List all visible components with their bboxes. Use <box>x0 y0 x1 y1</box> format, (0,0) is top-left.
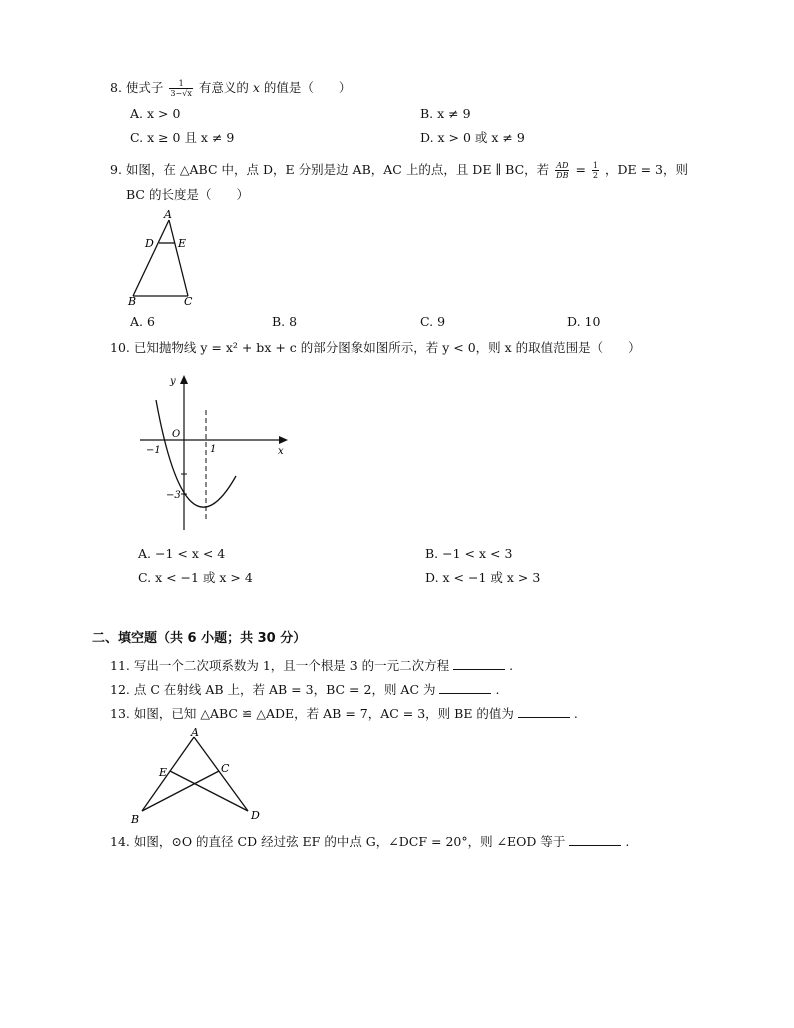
q9-half-denominator: 2 <box>592 171 598 180</box>
q12-line <box>110 682 499 698</box>
q9-stem-part-a: 如图，在 △ABC 中，点 D，E 分别是边 AB，AC 上的点，且 DE ∥ BC，若 <box>125 162 550 177</box>
q13-answer-blank[interactable] <box>518 706 570 718</box>
q14-end: . <box>625 834 630 849</box>
q9-number: 9. <box>110 162 122 177</box>
q10-stem-text: 已知抛物线 y = x² + bx + c 的部分图象如图所示，若 y < 0，则 x 的取值范围是（ ） <box>133 340 641 355</box>
q10-option-c: C. x < −1 或 x > 4 <box>138 570 253 585</box>
q13-text: 13. 如图，已知 △ABC ≌ △ADE，若 AB = 7，AC = 3，则 BE 的值为 <box>110 706 514 721</box>
q12-end: . <box>495 682 500 697</box>
q13-label-c: C <box>221 762 230 775</box>
q9-ratio-fraction <box>555 161 569 180</box>
q10-label-one: 1 <box>210 444 217 455</box>
q13-label-b: B <box>131 813 140 826</box>
q9-ratio-numerator: AD <box>556 161 569 170</box>
q8-stem-part-a: 使式子 <box>125 80 164 95</box>
q14-answer-blank[interactable] <box>569 834 621 846</box>
q13-segment-ab <box>142 737 194 811</box>
q8-stem-part-b: 有意义的 <box>198 80 249 95</box>
q13-congruent-triangles-figure <box>128 727 268 827</box>
q9-half-fraction <box>592 161 599 180</box>
q10-label-neg3: −3 <box>166 490 181 501</box>
q10-y-axis-arrow <box>180 375 188 384</box>
q9-label-d: D <box>145 237 154 250</box>
q9-side-ac <box>169 220 188 296</box>
q9-label-e: E <box>178 237 187 250</box>
q10-option-b: B. −1 < x < 3 <box>425 546 513 561</box>
q11-answer-blank[interactable] <box>453 658 505 670</box>
q9-stem-line2: BC 的长度是（ ） <box>126 187 249 202</box>
q9-label-a: A <box>164 208 172 221</box>
q8-option-a: A. x > 0 <box>130 106 181 121</box>
q8-option-b: B. x ≠ 9 <box>420 106 471 121</box>
q10-label-origin: O <box>172 429 181 440</box>
q8-option-d: D. x > 0 或 x ≠ 9 <box>420 130 525 145</box>
q13-end: . <box>573 706 578 721</box>
q8-fraction <box>169 79 192 98</box>
q8-number: 8. <box>110 80 122 95</box>
q9-option-b: B. 8 <box>272 314 298 329</box>
q13-label-e: E <box>159 766 168 779</box>
section-title-fill-in: 二、填空题（共 6 小题；共 30 分） <box>92 631 307 646</box>
q12-text: 12. 点 C 在射线 AB 上，若 AB = 3，BC = 2，则 AC 为 <box>110 682 436 697</box>
q9-option-d: D. 10 <box>567 314 601 329</box>
q9-half-numerator: 1 <box>592 161 598 170</box>
q10-label-x: x <box>278 446 284 457</box>
q10-label-y: y <box>170 376 176 387</box>
q14-line <box>110 834 629 850</box>
q12-answer-blank[interactable] <box>439 682 491 694</box>
q10-option-d: D. x < −1 或 x > 3 <box>425 570 541 585</box>
q11-line <box>110 658 513 674</box>
q9-stem <box>110 161 688 180</box>
q9-triangle-figure <box>125 208 205 308</box>
q8-option-c: C. x ≥ 0 且 x ≠ 9 <box>130 130 235 145</box>
q10-x-axis-arrow <box>279 436 288 444</box>
q10-option-a: A. −1 < x < 4 <box>138 546 226 561</box>
q10-number: 10. <box>110 340 130 355</box>
q9-ratio-denominator: DB <box>556 171 569 180</box>
q13-line <box>110 706 578 722</box>
q9-label-b: B <box>128 295 137 308</box>
q8-fraction-denominator: 3−√x <box>170 89 192 98</box>
q8-fraction-numerator: 1 <box>169 79 192 89</box>
q8-stem-part-c: 的值是（ ） <box>263 80 352 95</box>
q9-side-ab <box>133 220 169 296</box>
q14-text: 14. 如图，⊙O 的直径 CD 经过弦 EF 的中点 G，∠DCF = 20°，则 ∠EOD 等于 <box>110 834 566 849</box>
q9-option-c: C. 9 <box>420 314 446 329</box>
q10-parabola-graph <box>138 370 298 535</box>
q8-variable: x <box>252 80 260 95</box>
q9-stem-part-c: ，DE = 3，则 <box>604 162 689 177</box>
q9-equals: = <box>575 162 586 177</box>
q9-option-a: A. 6 <box>130 314 155 329</box>
q13-label-a: A <box>191 726 199 739</box>
q10-stem <box>110 340 641 356</box>
q13-label-d: D <box>251 809 260 822</box>
q11-end: . <box>509 658 514 673</box>
q11-text: 11. 写出一个二次项系数为 1，且一个根是 3 的一元二次方程 <box>110 658 450 673</box>
q9-label-c: C <box>184 295 193 308</box>
q10-label-neg1: −1 <box>146 445 161 456</box>
q8-stem <box>110 79 351 98</box>
